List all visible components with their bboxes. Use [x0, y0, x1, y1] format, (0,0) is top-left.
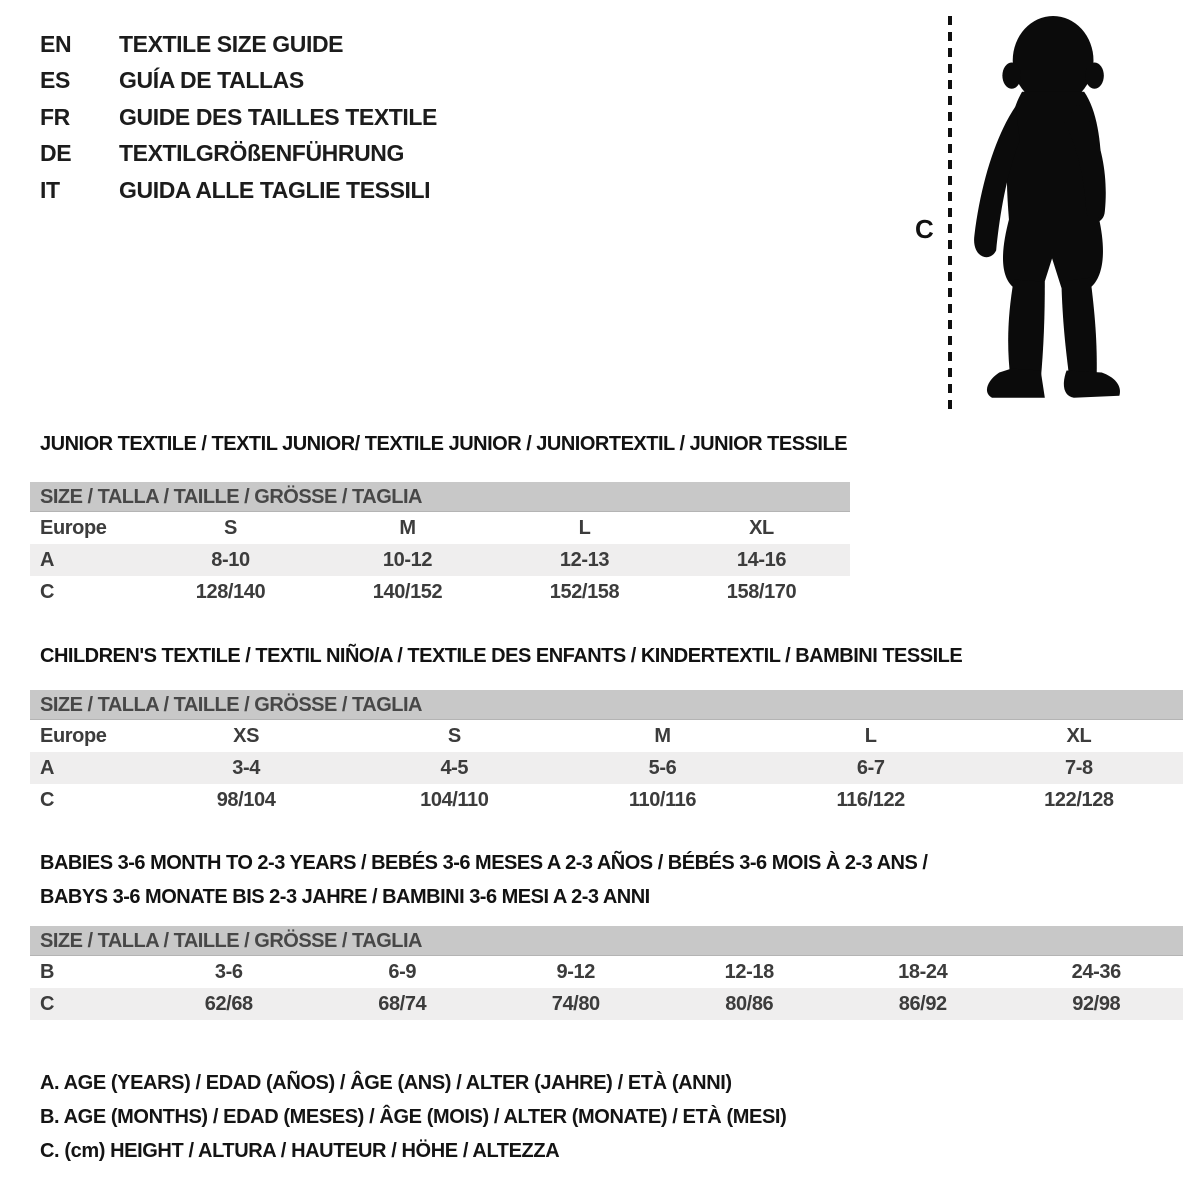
size-cell: 110/116 [628, 788, 697, 811]
table-row [30, 988, 1183, 1020]
row-label: A [40, 548, 55, 571]
section-title: CHILDREN'S TEXTILE / TEXTIL NIÑO/A / TEXTILE DES ENFANTS / KINDERTEXTIL / BAMBINI TESSILE [40, 645, 963, 667]
size-cell: XL [749, 516, 774, 539]
size-header-bar: SIZE / TALLA / TAILLE / GRÖSSE / TAGLIA [30, 926, 1183, 956]
legend-line: B. AGE (MONTHS) / EDAD (MESES) / ÂGE (MOIS) / ALTER (MONATE) / ETÀ (MESI) [40, 1106, 787, 1128]
table-row [30, 512, 850, 544]
row-label: A [40, 756, 55, 779]
size-cell: 128/140 [195, 580, 266, 603]
height-measure-label: C [915, 214, 934, 244]
size-table [30, 956, 1183, 1020]
table-row [30, 784, 1183, 816]
row-label: C [40, 580, 55, 603]
size-cell: 18-24 [898, 960, 948, 983]
row-label: Europe [40, 724, 107, 747]
table-row [30, 956, 1183, 988]
language-code: FR [40, 103, 70, 130]
row-label: B [40, 960, 55, 983]
language-code: IT [40, 176, 60, 203]
height-dashed-line [948, 16, 952, 416]
size-cell: S [447, 724, 461, 747]
language-code: EN [40, 30, 72, 57]
size-cell: 14-16 [736, 548, 787, 571]
table-row [30, 752, 1183, 784]
size-cell: 4-5 [440, 756, 469, 779]
language-code: ES [40, 67, 70, 94]
row-label: C [40, 992, 55, 1015]
size-cell: M [654, 724, 671, 747]
language-title: GUÍA DE TALLAS [119, 67, 304, 94]
language-title: TEXTILE SIZE GUIDE [119, 30, 344, 57]
size-cell: 122/128 [1044, 788, 1114, 811]
size-header-bar: SIZE / TALLA / TAILLE / GRÖSSE / TAGLIA [30, 690, 1183, 720]
size-cell: XL [1066, 724, 1092, 747]
language-code: DE [40, 140, 72, 167]
size-cell: 98/104 [216, 788, 276, 811]
size-cell: L [578, 516, 591, 539]
size-cell: 152/158 [549, 580, 620, 603]
section-title: JUNIOR TEXTILE / TEXTIL JUNIOR/ TEXTILE JUNIOR / JUNIORTEXTIL / JUNIOR TESSILE [40, 433, 848, 455]
size-cell: 3-4 [232, 756, 260, 779]
size-cell: 24-36 [1071, 960, 1121, 983]
size-cell: 12-18 [724, 960, 774, 983]
size-cell: 68/74 [378, 992, 427, 1015]
size-cell: 62/68 [204, 992, 253, 1015]
language-title: GUIDE DES TAILLES TEXTILE [119, 103, 437, 130]
language-title: GUIDA ALLE TAGLIE TESSILI [119, 176, 431, 203]
size-cell: 92/98 [1072, 992, 1121, 1015]
legend [30, 1066, 1170, 1168]
size-cell: L [864, 724, 877, 747]
size-cell: 6-7 [856, 756, 885, 779]
size-cell: 86/92 [898, 992, 947, 1015]
legend-line: C. (cm) HEIGHT / ALTURA / HAUTEUR / HÖHE / ALTEZZA [40, 1140, 560, 1162]
language-row [40, 63, 437, 100]
section-title-line-1: BABIES 3-6 MONTH TO 2-3 YEARS / BEBÉS 3-6 MESES A 2-3 AÑOS / BÉBÉS 3-6 MOIS À 2-3 ANS / [40, 852, 928, 874]
table-row [30, 544, 850, 576]
size-cell: 9-12 [556, 960, 595, 983]
size-cell: 3-6 [214, 960, 243, 983]
table-row [30, 720, 1183, 752]
row-label: Europe [40, 516, 107, 539]
size-cell: 140/152 [372, 580, 443, 603]
size-cell: 12-13 [559, 548, 610, 571]
language-row [40, 99, 437, 136]
size-cell: 5-6 [648, 756, 677, 779]
toddler-silhouette-icon [962, 13, 1138, 417]
language-list [40, 26, 437, 209]
babies-textile-section [30, 846, 1183, 1020]
size-cell: 10-12 [382, 548, 433, 571]
legend-line: A. AGE (YEARS) / EDAD (AÑOS) / ÂGE (ANS) / ALTER (JAHRE) / ETÀ (ANNI) [40, 1072, 732, 1094]
section-title-line-2: BABYS 3-6 MONATE BIS 2-3 JAHRE / BAMBINI 3-6 MESI A 2-3 ANNI [40, 886, 650, 908]
size-cell: 104/110 [420, 788, 489, 811]
size-table [30, 720, 1183, 816]
row-label: C [40, 788, 55, 811]
size-cell: 116/122 [836, 788, 905, 811]
junior-textile-section [30, 433, 850, 608]
size-cell: 80/86 [725, 992, 774, 1015]
size-cell: 6-9 [388, 960, 417, 983]
language-title: TEXTILGRÖßENFÜHRUNG [119, 140, 404, 167]
size-cell: XS [233, 724, 260, 747]
size-cell: 158/170 [726, 580, 797, 603]
size-cell: M [399, 516, 416, 539]
size-cell: 74/80 [551, 992, 600, 1015]
language-row [40, 26, 437, 63]
language-row [40, 172, 437, 209]
size-cell: 7-8 [1065, 756, 1093, 779]
size-table [30, 512, 850, 608]
size-cell: 8-10 [211, 548, 250, 571]
size-header-bar: SIZE / TALLA / TAILLE / GRÖSSE / TAGLIA [30, 482, 850, 512]
language-row [40, 136, 437, 173]
size-cell: S [224, 516, 237, 539]
table-row [30, 576, 850, 608]
children-textile-section [30, 645, 1183, 816]
